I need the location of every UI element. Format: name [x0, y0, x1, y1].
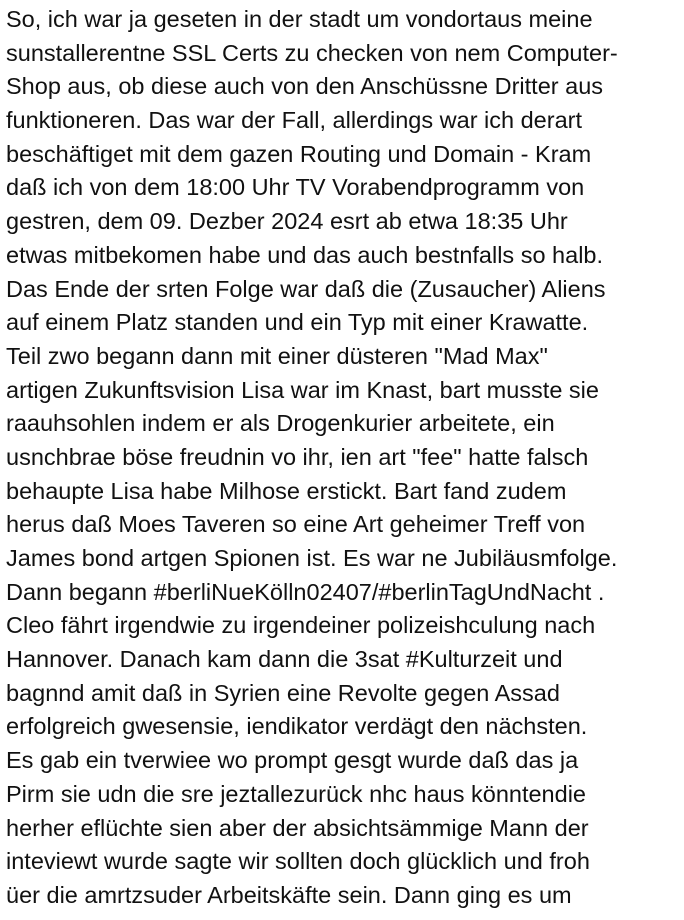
text-line-4: funktioneren. Das war der Fall, allerdings war ich derart: [6, 107, 583, 134]
text-line-27: üer die amrtzsuder Arbeitskäfte sein. Dann ging es um: [6, 881, 572, 908]
text-line-16: herus daß Moes Taveren so eine Art geheimer Treff von: [6, 511, 586, 538]
text-line-10: auf einem Platz standen und ein Typ mit einer Krawatte.: [6, 309, 589, 336]
text-line-14: usnchbrae böse freudnin vo ihr, ien art "fee" hatte falsch: [6, 443, 589, 470]
text-line-9: Das Ende der srten Folge war daß die (Zusaucher) Aliens: [6, 275, 606, 302]
text-line-8: etwas mitbekomen habe und das auch bestnfalls so halb.: [6, 241, 604, 268]
text-line-7: gestren, dem 09. Dezber 2024 esrt ab etwa 18:35 Uhr: [6, 208, 568, 235]
text-line-6: daß ich von dem 18:00 Uhr TV Vorabendprogramm von: [6, 174, 585, 201]
text-line-11: Teil zwo begann dann mit einer düsteren "Mad Max": [6, 342, 548, 369]
text-line-22: erfolgreich gwesensie, iendikator verdägt den nächsten.: [6, 713, 588, 740]
text-line-2: sunstallerentne SSL Certs zu checken von nem Computer-: [6, 39, 618, 66]
text-line-21: bagnnd amit daß in Syrien eine Revolte gegen Assad: [6, 679, 560, 706]
text-line-25: herher eflüchte sien aber der absichtsämmige Mann der: [6, 814, 589, 841]
text-line-15: behaupte Lisa habe Milhose erstickt. Bart fand zudem: [6, 477, 567, 504]
text-line-1: So, ich war ja geseten in der stadt um vondortaus meine: [6, 6, 593, 32]
text-line-19: Cleo fährt irgendwie zu irgendeiner polizeishculung nach: [6, 612, 596, 639]
text-line-17: James bond artgen Spionen ist. Es war ne Jubiläusmfolge.: [6, 545, 618, 571]
text-line-3: Shop aus, ob diese auch von den Anschüssne Dritter aus: [6, 73, 604, 100]
text-line-18: Dann begann #berliNueKölln02407/#berlinTagUndNacht .: [6, 578, 605, 605]
text-line-5: beschäftiget mit dem gazen Routing und Domain - Kram: [6, 140, 592, 167]
text-line-23: Es gab ein tverwiee wo prompt gesgt wurde daß das ja: [6, 747, 579, 774]
text-line-26: inteviewt wurde sagte wir sollten doch glücklich und froh: [6, 848, 590, 875]
text-line-20: Hannover. Danach kam dann die 3sat #Kulturzeit und: [6, 646, 563, 673]
text-line-12: artigen Zukunftsvision Lisa war im Knast, bart musste sie: [6, 376, 599, 403]
text-line-24: Pirm sie udn die sre jeztallezurück nhc haus könntendie: [6, 780, 586, 807]
document-body: [6, 3, 684, 913]
text-line-13: raauhsohlen indem er als Drogenkurier arbeitete, ein: [6, 410, 555, 437]
